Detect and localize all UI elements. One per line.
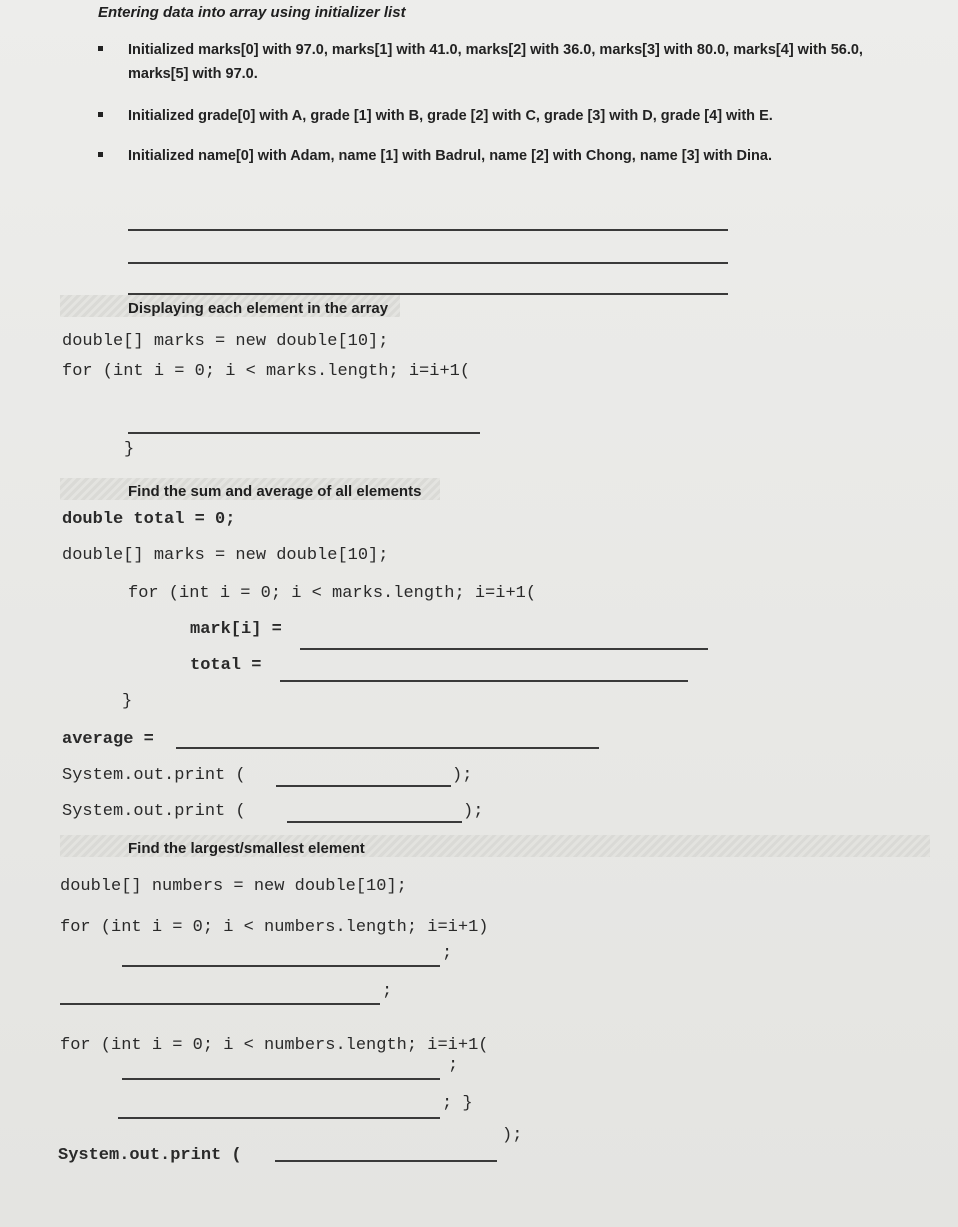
code-semicolon: ;: [448, 1056, 459, 1075]
code-semicolon: ;: [442, 944, 453, 963]
bullet-marker: [98, 46, 103, 51]
bullet-marks-line1: Initialized marks[0] with 97.0, marks[1] with 41.0, marks[2] with 36.0, marks[3] with 80.0, marks[4] with 56.0,: [128, 42, 863, 58]
answer-line: [280, 680, 688, 682]
answer-line: [276, 785, 451, 787]
code-print-close: );: [502, 1126, 523, 1145]
answer-line: [176, 747, 599, 749]
section-heading-largest-smallest: Find the largest/smallest element: [128, 840, 365, 857]
code-marks-declaration: double[] marks = new double[10];: [62, 332, 389, 351]
code-semicolon: ;: [382, 982, 393, 1001]
bullet-marker: [98, 112, 103, 117]
section-heading-display: Displaying each element in the array: [128, 300, 389, 317]
answer-line: [128, 229, 728, 231]
code-for-loop: for (int i = 0; i < marks.length; i=i+1(: [128, 584, 537, 603]
code-print-average: System.out.print (: [62, 802, 246, 821]
code-total-declaration: double total = 0;: [62, 510, 236, 529]
code-print-close: );: [463, 802, 484, 821]
bullet-name: Initialized name[0] with Adam, name [1] with Badrul, name [2] with Chong, name [3] with Dina.: [128, 148, 772, 164]
section-heading-sum-average: Find the sum and average of all elements: [128, 483, 422, 500]
code-print-close: );: [452, 766, 473, 785]
answer-line: [122, 965, 440, 967]
code-print-result: System.out.print (: [58, 1146, 242, 1165]
answer-line: [128, 262, 728, 264]
section-heading-initializer: Entering data into array using initializer list: [98, 4, 406, 21]
answer-line: [60, 1003, 380, 1005]
code-mark-assignment: mark[i] =: [190, 620, 282, 639]
code-numbers-declaration: double[] numbers = new double[10];: [60, 877, 407, 896]
answer-line: [287, 821, 462, 823]
code-closing-brace: }: [124, 440, 135, 459]
code-closing-brace: }: [122, 692, 133, 711]
answer-line: [128, 432, 480, 434]
answer-line: [300, 648, 708, 650]
bullet-marks-line2: marks[5] with 97.0.: [128, 66, 258, 82]
code-for-loop: for (int i = 0; i < numbers.length; i=i+1): [60, 918, 489, 937]
code-total-assignment: total =: [190, 656, 262, 675]
code-average-assignment: average =: [62, 730, 154, 749]
bullet-marker: [98, 152, 103, 157]
answer-line: [275, 1160, 497, 1162]
answer-line: [118, 1117, 440, 1119]
code-marks-declaration: double[] marks = new double[10];: [62, 546, 389, 565]
answer-line: [122, 1078, 440, 1080]
code-print-total: System.out.print (: [62, 766, 246, 785]
bullet-grade: Initialized grade[0] with A, grade [1] with B, grade [2] with C, grade [3] with D, grade [4] with E.: [128, 108, 773, 124]
code-semicolon-brace: ; }: [442, 1094, 473, 1113]
code-for-loop: for (int i = 0; i < numbers.length; i=i+1(: [60, 1036, 489, 1055]
code-for-loop: for (int i = 0; i < marks.length; i=i+1(: [62, 362, 471, 381]
